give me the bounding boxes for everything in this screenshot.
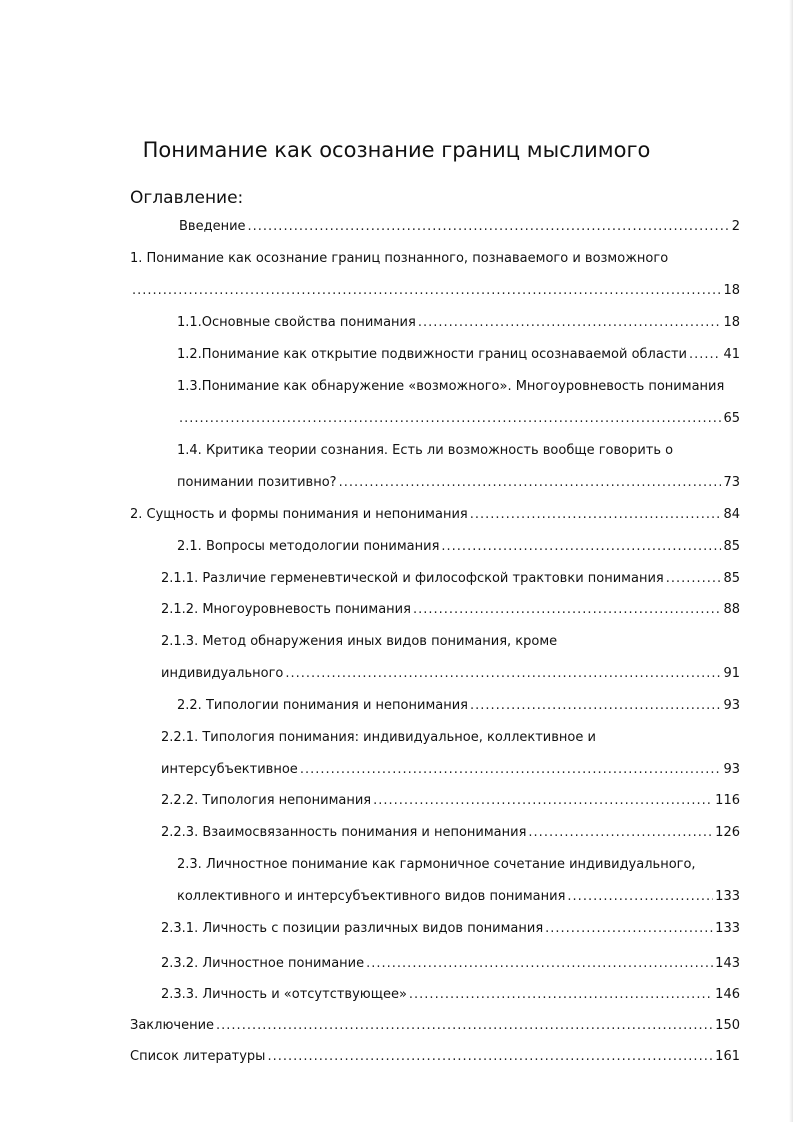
toc-entry-text: 1. Понимание как осознание границ познанного, познаваемого и возможного xyxy=(130,251,669,266)
toc-entry-2-3-3[interactable] xyxy=(161,986,740,1004)
toc-entry-text: 1.4. Критика теории сознания. Есть ли возможность вообще говорить о xyxy=(177,443,674,458)
dot-leader xyxy=(470,506,722,524)
toc-entry-page: 133 xyxy=(715,921,740,936)
dot-leader xyxy=(470,697,721,715)
toc-entry-2-2-2[interactable] xyxy=(161,792,740,810)
toc-entry-2-1[interactable] xyxy=(177,538,740,556)
toc-entry-2-2[interactable] xyxy=(177,697,740,715)
toc-entry-text: понимании позитивно? xyxy=(177,475,337,490)
toc-entry-page: 143 xyxy=(715,956,740,971)
toc-entry-text: 2.2.2. Типология непонимания xyxy=(161,793,372,808)
toc-entry-2-2-1[interactable] xyxy=(161,729,596,747)
dot-leader xyxy=(413,601,722,619)
toc-entry-page: 93 xyxy=(723,762,740,777)
dot-leader xyxy=(418,314,722,332)
toc-entry-bibliography[interactable] xyxy=(130,1048,740,1066)
toc-entry-text: 2.2.3. Взаимосвязанность понимания и непонимания xyxy=(161,825,527,840)
toc-entry-page: 84 xyxy=(723,507,740,522)
dot-leader xyxy=(179,410,721,428)
dot-leader xyxy=(285,665,721,683)
toc-entry-text: интерсубъективное xyxy=(161,762,298,777)
toc-entry-page: 65 xyxy=(723,411,740,426)
toc-entry-text: индивидуального xyxy=(161,666,284,681)
toc-entry-text: 1.2.Понимание как открытие подвижности границ осознаваемой области xyxy=(177,347,687,362)
toc-entry-text: 2.1.3. Метод обнаружения иных видов понимания, кроме xyxy=(161,634,558,649)
toc-entry-page: 161 xyxy=(715,1049,740,1064)
toc-entry-text: 2.2.1. Типология понимания: индивидуальное, коллективное и xyxy=(161,730,596,745)
toc-heading: Оглавление: xyxy=(130,188,244,208)
toc-entry-page: 126 xyxy=(715,825,740,840)
toc-entry-text: 2.3. Личностное понимание как гармоничное сочетание индивидуального, xyxy=(177,857,696,872)
toc-entry-page: 133 xyxy=(715,889,740,904)
dot-leader xyxy=(545,920,713,938)
toc-entry-page: 18 xyxy=(723,283,740,298)
dot-leader xyxy=(666,570,722,588)
toc-entry-chapter-2[interactable] xyxy=(130,506,740,524)
toc-entry-text: Введение xyxy=(179,219,246,234)
toc-entry-2-1-3-page[interactable] xyxy=(161,665,740,683)
toc-entry-2-2-1-page[interactable] xyxy=(161,761,740,779)
toc-entry-text: 2.3.3. Личность и «отсутствующее» xyxy=(161,987,407,1002)
toc-entry-1-4[interactable] xyxy=(177,442,673,460)
toc-entry-page: 91 xyxy=(723,666,740,681)
toc-entry-text: 2.1.1. Различие герменевтической и философской трактовки понимания xyxy=(161,571,664,586)
dot-leader xyxy=(339,474,722,492)
dot-leader xyxy=(689,346,721,364)
toc-entry-page: 85 xyxy=(723,539,740,554)
dot-leader xyxy=(567,888,713,906)
toc-entry-2-2-3[interactable] xyxy=(161,824,740,842)
toc-entry-chapter-1[interactable] xyxy=(130,250,668,268)
toc-entry-chapter-1-page[interactable] xyxy=(130,282,740,300)
dot-leader xyxy=(300,761,722,779)
dot-leader xyxy=(441,538,721,556)
toc-entry-1-3-page[interactable] xyxy=(177,410,740,428)
dot-leader xyxy=(366,955,713,973)
toc-entry-conclusion[interactable] xyxy=(130,1017,740,1035)
dot-leader xyxy=(528,824,713,842)
toc-entry-text: 2.3.1. Личность с позиции различных видов понимания xyxy=(161,921,544,936)
toc-entry-text: Список литературы xyxy=(130,1049,266,1064)
toc-entry-text: 1.1.Основные свойства понимания xyxy=(177,315,416,330)
toc-entry-text: 2.2. Типологии понимания и непонимания xyxy=(177,698,469,713)
toc-entry-2-3-page[interactable] xyxy=(177,888,740,906)
toc-entry-text: Заключение xyxy=(130,1018,215,1033)
toc-entry-page: 2 xyxy=(731,219,740,234)
toc-entry-page: 146 xyxy=(715,987,740,1002)
dot-leader xyxy=(132,282,721,300)
toc-entry-text: 2.1.2. Многоуровневость понимания xyxy=(161,602,411,617)
toc-entry-page: 73 xyxy=(723,475,740,490)
dot-leader xyxy=(267,1048,713,1066)
toc-entry-1-3[interactable] xyxy=(177,378,724,396)
toc-entry-text: коллективного и интерсубъективного видов понимания xyxy=(177,889,566,904)
toc-entry-1-1[interactable] xyxy=(177,314,740,332)
toc-entry-1-2[interactable] xyxy=(177,346,740,364)
scan-edge-shadow xyxy=(789,0,793,1122)
toc-entry-page: 18 xyxy=(723,315,740,330)
toc-entry-2-3-1[interactable] xyxy=(161,920,740,938)
dot-leader xyxy=(409,986,713,1004)
toc-entry-text: 2.3.2. Личностное понимание xyxy=(161,956,365,971)
dot-leader xyxy=(248,218,730,236)
toc-entry-text: 2. Сущность и формы понимания и непонимания xyxy=(130,507,468,522)
toc-entry-page: 150 xyxy=(715,1018,740,1033)
toc-entry-2-3-2[interactable] xyxy=(161,955,740,973)
document-title: Понимание как осознание границ мыслимого xyxy=(142,138,651,162)
toc-entry-2-1-1[interactable] xyxy=(161,570,740,588)
toc-entry-2-3[interactable] xyxy=(177,856,696,874)
toc-entry-introduction[interactable] xyxy=(179,218,740,236)
toc-entry-page: 116 xyxy=(715,793,740,808)
toc-entry-page: 88 xyxy=(723,602,740,617)
toc-entry-2-1-3[interactable] xyxy=(161,633,557,651)
toc-entry-page: 41 xyxy=(723,347,740,362)
dot-leader xyxy=(373,792,713,810)
dot-leader xyxy=(216,1017,713,1035)
toc-entry-2-1-2[interactable] xyxy=(161,601,740,619)
toc-entry-1-4-page[interactable] xyxy=(177,474,740,492)
toc-entry-text: 2.1. Вопросы методологии понимания xyxy=(177,539,440,554)
toc-entry-text: 1.3.Понимание как обнаружение «возможного». Многоуровневость понимания xyxy=(177,379,725,394)
toc-entry-page: 93 xyxy=(723,698,740,713)
toc-entry-page: 85 xyxy=(723,571,740,586)
